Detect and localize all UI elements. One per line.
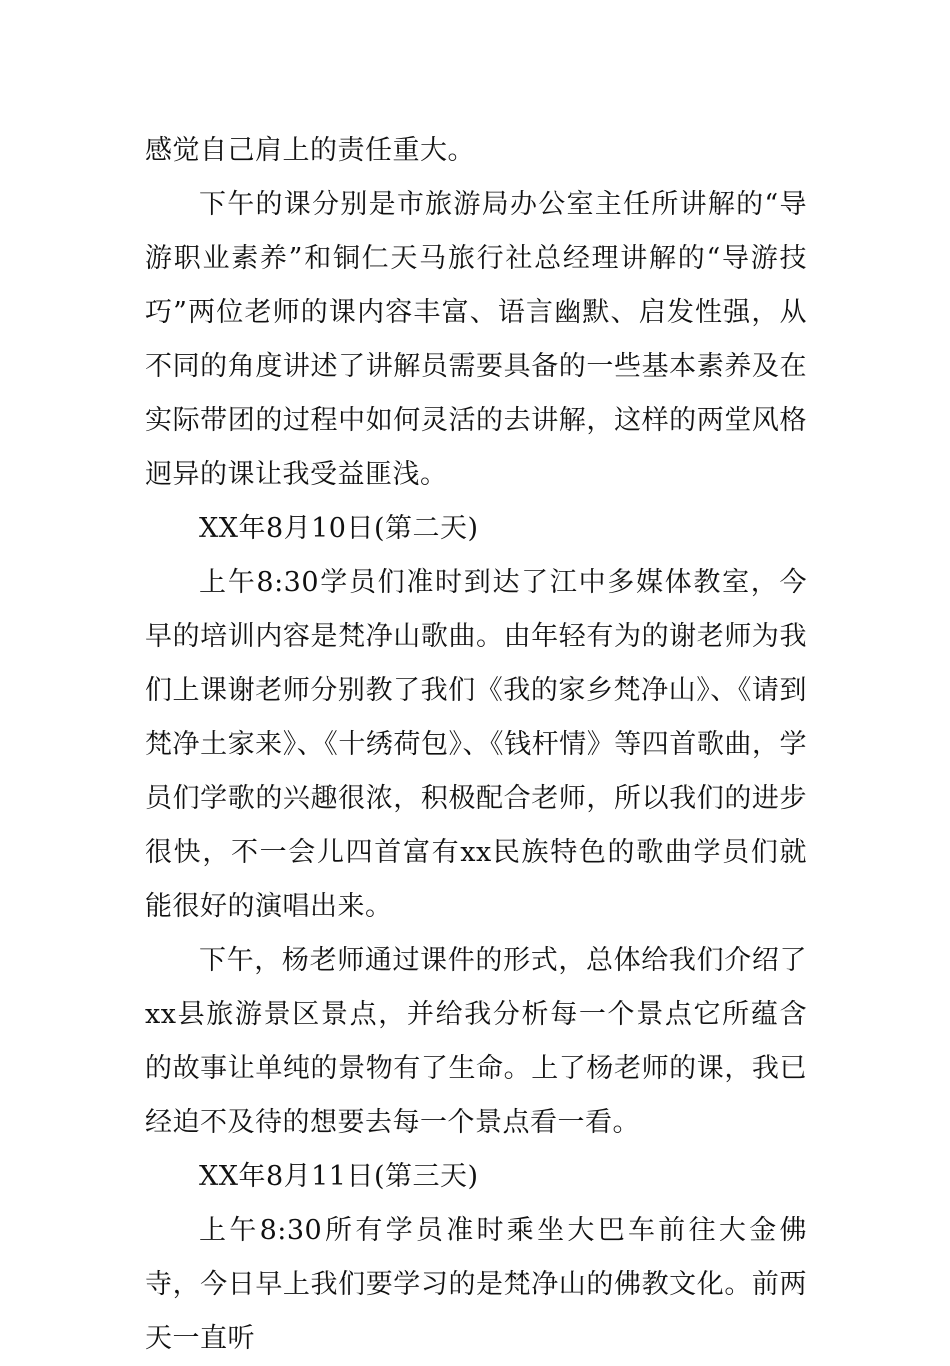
paragraph-afternoon-courses: 下午的课分别是市旅游局办公室主任所讲解的“导游职业素养”和铜仁天马旅行社总经理讲解的“导游技巧”两位老师的课内容丰富、语言幽默、启发性强，从不同的角度讲述了讲解员需要具备的一些基本素养及在实际带团的过程中如何灵活的去讲解，这样的两堂风格迥异的课让我受益匪浅。 (145, 189, 807, 490)
paragraph-afternoon-scenic-spots: 下午，杨老师通过课件的形式，总体给我们介绍了xx县旅游景区景点，并给我分析每一个景点它所蕴含的故事让单纯的景物有了生命。上了杨老师的课，我已经迫不及待的想要去每一个景点看一看。 (145, 945, 807, 1138)
paragraph-continuation: 感觉自己肩上的责任重大。 (145, 135, 475, 166)
paragraph-morning-songs: 上午8:30学员们准时到达了江中多媒体教室，今早的培训内容是梵净山歌曲。由年轻有为的谢老师为我们上课谢老师分别教了我们《我的家乡梵净山》、《请到梵净土家来》、《十绣荷包》、《钱杆情》等四首歌曲，学员们学歌的兴趣很浓，积极配合老师，所以我们的进步很快，不一会儿四首富有xx民族特色的歌曲学员们就能很好的演唱出来。 (145, 567, 807, 922)
document-body (145, 124, 807, 1366)
date-heading-day-three: XX年8月11日(第三天) (199, 1161, 479, 1192)
paragraph-morning-temple: 上午8:30所有学员准时乘坐大巴车前往大金佛寺，今日早上我们要学习的是梵净山的佛教文化。前两天一直听 (145, 1215, 807, 1354)
date-heading-day-two: XX年8月10日(第二天) (199, 513, 479, 544)
